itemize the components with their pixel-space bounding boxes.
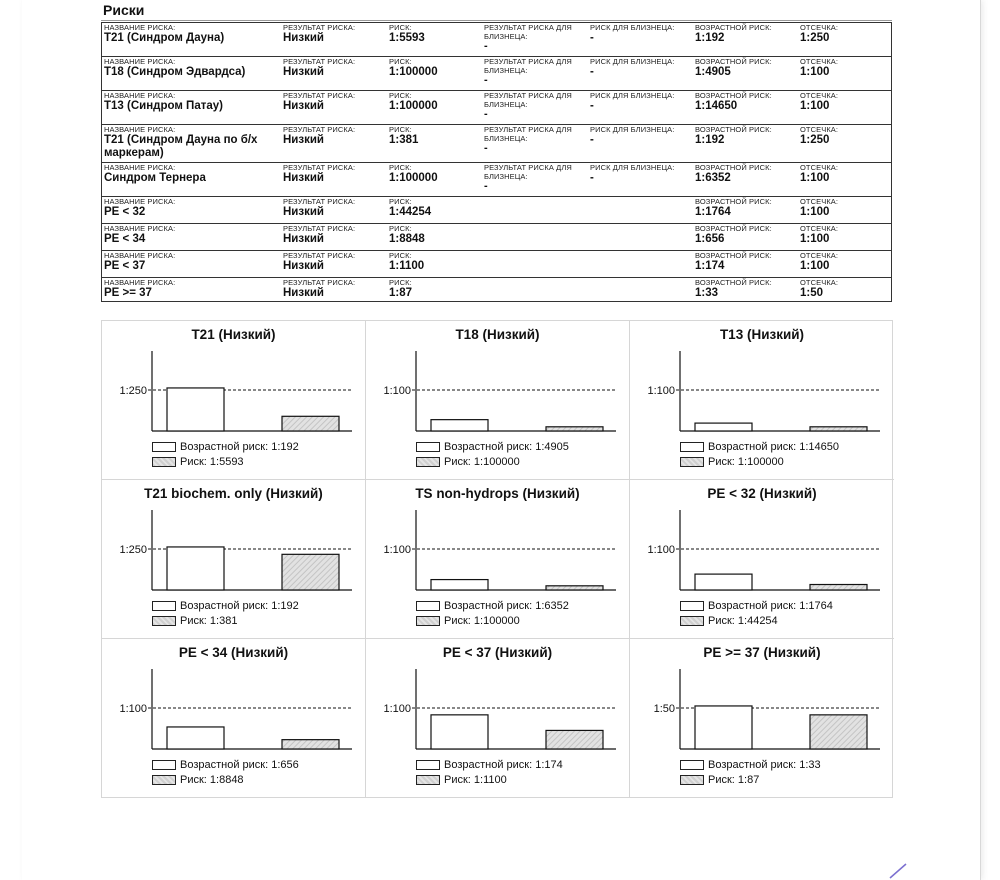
- cell-value: -: [590, 134, 594, 146]
- legend-label: Возрастной риск: 1:192: [180, 600, 299, 612]
- risk-chart: [366, 639, 630, 798]
- risk-bar: [810, 427, 867, 431]
- risk-row: [101, 22, 892, 56]
- cell-value: -: [484, 180, 488, 192]
- risk-bar: [282, 740, 339, 749]
- chart-title: T18 (Низкий): [455, 327, 540, 342]
- chart-plot: [366, 639, 630, 759]
- cell-value: 1:44254: [389, 206, 432, 218]
- risk-bar: [810, 585, 867, 590]
- risk-row: [101, 250, 892, 277]
- cell-value: 1:192: [695, 32, 725, 44]
- cell-value: T13 (Синдром Патау): [104, 100, 223, 112]
- chart-plot: [102, 639, 366, 759]
- risk-cell-result: [283, 23, 383, 45]
- cell-label: РИСК:: [389, 91, 412, 100]
- legend-risk: [680, 615, 778, 627]
- risk-cell-twin-result: [484, 91, 584, 119]
- risk-cell-name: [104, 224, 280, 246]
- cell-label: РЕЗУЛЬТАТ РИСКА ДЛЯ БЛИЗНЕЦА:: [484, 125, 572, 143]
- risk-cell-cutoff: [800, 251, 890, 273]
- legend-label: Возрастной риск: 1:656: [180, 759, 299, 771]
- cell-value: T21 (Синдром Дауна по б/х маркерам): [104, 134, 258, 159]
- cell-value: T18 (Синдром Эдвардса): [104, 66, 246, 78]
- chart-title: PE < 32 (Низкий): [707, 486, 817, 501]
- age-risk-bar: [431, 580, 488, 590]
- chart-title: PE < 37 (Низкий): [442, 645, 553, 660]
- risk-cell-cutoff: [800, 125, 890, 147]
- cell-label: ОТСЕЧКА:: [800, 23, 839, 32]
- cell-value: 1:87: [389, 287, 413, 299]
- legend-label: Риск: 1:5593: [180, 456, 244, 468]
- chart-plot: [102, 321, 366, 441]
- cell-value: 1:5593: [389, 32, 425, 44]
- risk-chart: [366, 480, 630, 639]
- cell-label: НАЗВАНИЕ РИСКА:: [104, 251, 176, 260]
- cell-label: ВОЗРАСТНОЙ РИСК:: [695, 91, 772, 100]
- cell-value: T21 (Синдром Дауна): [104, 32, 225, 44]
- legend-swatch-age: [416, 601, 440, 611]
- cell-value: Синдром Тернера: [104, 172, 206, 184]
- cutoff-label: 1:250: [119, 544, 147, 556]
- risk-cell-name: [104, 125, 280, 160]
- risk-cell-name: [104, 251, 280, 273]
- legend-swatch-risk: [152, 775, 176, 785]
- cell-label: ОТСЕЧКА:: [800, 163, 839, 172]
- cell-label: ВОЗРАСТНОЙ РИСК:: [695, 125, 772, 134]
- cell-value: 1:100: [800, 172, 830, 184]
- legend-swatch-age: [152, 760, 176, 770]
- risk-cell-cutoff: [800, 91, 890, 113]
- cell-label: РЕЗУЛЬТАТ РИСКА:: [283, 163, 356, 172]
- cell-value: PE >= 37: [104, 287, 152, 299]
- age-risk-bar: [167, 547, 224, 590]
- legend-swatch-age: [680, 442, 704, 452]
- risk-row: [101, 196, 892, 223]
- risk-cell-twin-risk: [590, 23, 690, 45]
- cell-value: PE < 32: [104, 206, 146, 218]
- cutoff-label: 1:100: [383, 544, 411, 556]
- risk-bar: [546, 427, 603, 431]
- risk-cell-name: [104, 91, 280, 113]
- risk-cell-risk: [389, 91, 479, 113]
- risk-bar: [282, 554, 339, 590]
- legend-label: Риск: 1:100000: [708, 456, 784, 468]
- legend-risk: [416, 456, 520, 468]
- risk-cell-name: [104, 57, 280, 79]
- risk-cell-cutoff: [800, 224, 890, 246]
- risk-row: [101, 277, 892, 302]
- cell-label: ОТСЕЧКА:: [800, 251, 839, 260]
- risk-chart: [102, 321, 366, 480]
- cell-label: РЕЗУЛЬТАТ РИСКА:: [283, 23, 356, 32]
- risk-cell-risk: [389, 224, 479, 246]
- cell-label: ОТСЕЧКА:: [800, 197, 839, 206]
- legend-risk: [680, 456, 784, 468]
- risk-chart: [630, 321, 894, 480]
- cell-value: 1:381: [389, 134, 419, 146]
- cell-label: ВОЗРАСТНОЙ РИСК:: [695, 197, 772, 206]
- legend-age-risk: [680, 600, 833, 612]
- risk-cell-twin-result: [484, 57, 584, 85]
- cell-label: ОТСЕЧКА:: [800, 91, 839, 100]
- risk-cell-age-risk: [695, 251, 795, 273]
- legend-swatch-risk: [152, 457, 176, 467]
- cell-label: НАЗВАНИЕ РИСКА:: [104, 91, 176, 100]
- risk-cell-twin-risk: [590, 163, 690, 185]
- cell-label: НАЗВАНИЕ РИСКА:: [104, 278, 176, 287]
- legend-swatch-risk: [416, 457, 440, 467]
- risk-cell-result: [283, 251, 383, 273]
- cell-label: РИСК ДЛЯ БЛИЗНЕЦА:: [590, 23, 675, 32]
- legend-swatch-age: [680, 601, 704, 611]
- cutoff-label: 1:100: [383, 385, 411, 397]
- risk-cell-risk: [389, 197, 479, 219]
- cell-label: РЕЗУЛЬТАТ РИСКА:: [283, 197, 356, 206]
- cell-label: ВОЗРАСТНОЙ РИСК:: [695, 278, 772, 287]
- cell-label: РЕЗУЛЬТАТ РИСКА ДЛЯ БЛИЗНЕЦА:: [484, 91, 572, 109]
- risk-bar: [282, 416, 339, 431]
- risk-row: [101, 223, 892, 250]
- cutoff-label: 1:100: [119, 703, 147, 715]
- cell-value: 1:192: [695, 134, 725, 146]
- cell-label: ВОЗРАСТНОЙ РИСК:: [695, 163, 772, 172]
- risk-cell-age-risk: [695, 57, 795, 79]
- legend-label: Риск: 1:100000: [444, 456, 520, 468]
- cell-label: ВОЗРАСТНОЙ РИСК:: [695, 23, 772, 32]
- legend-swatch-age: [152, 442, 176, 452]
- cell-value: 1:33: [695, 287, 719, 299]
- corner-arrow-icon: [888, 860, 908, 880]
- cell-value: Низкий: [283, 100, 324, 112]
- legend-swatch-risk: [416, 775, 440, 785]
- cell-value: -: [484, 108, 488, 120]
- chart-plot: [366, 321, 630, 441]
- charts-grid: [101, 320, 893, 798]
- risk-cell-result: [283, 224, 383, 246]
- cell-label: ОТСЕЧКА:: [800, 57, 839, 66]
- risk-cell-twin-result: [484, 125, 584, 153]
- risk-bar: [546, 586, 603, 590]
- risk-cell-cutoff: [800, 278, 890, 300]
- risk-cell-risk: [389, 57, 479, 79]
- legend-age-risk: [152, 600, 299, 612]
- cell-label: РЕЗУЛЬТАТ РИСКА ДЛЯ БЛИЗНЕЦА:: [484, 57, 572, 75]
- legend-risk: [416, 615, 520, 627]
- legend-risk: [152, 774, 244, 786]
- legend-swatch-risk: [152, 616, 176, 626]
- cell-value: Низкий: [283, 134, 324, 146]
- risk-cell-result: [283, 125, 383, 147]
- risk-cell-result: [283, 91, 383, 113]
- cell-label: РЕЗУЛЬТАТ РИСКА:: [283, 91, 356, 100]
- chart-title: PE < 34 (Низкий): [178, 645, 289, 660]
- cell-label: РИСК ДЛЯ БЛИЗНЕЦА:: [590, 91, 675, 100]
- cell-value: -: [484, 74, 488, 86]
- cell-value: PE < 34: [104, 233, 146, 245]
- cell-value: 1:14650: [695, 100, 738, 112]
- risk-cell-risk: [389, 125, 479, 147]
- legend-label: Риск: 1:87: [708, 774, 760, 786]
- legend-swatch-risk: [680, 457, 704, 467]
- risk-cell-result: [283, 163, 383, 185]
- risk-cell-age-risk: [695, 278, 795, 300]
- risk-chart: [630, 639, 894, 798]
- risk-cell-age-risk: [695, 91, 795, 113]
- legend-swatch-age: [152, 601, 176, 611]
- legend-label: Возрастной риск: 1:14650: [708, 441, 839, 453]
- risk-cell-cutoff: [800, 23, 890, 45]
- legend-label: Риск: 1:1100: [444, 774, 507, 786]
- cell-value: Низкий: [283, 32, 324, 44]
- cutoff-label: 1:250: [119, 385, 147, 397]
- cell-value: 1:100: [800, 260, 830, 272]
- cell-label: НАЗВАНИЕ РИСКА:: [104, 125, 176, 134]
- risk-row: [101, 124, 892, 162]
- cell-value: -: [484, 142, 488, 154]
- cell-value: 1:50: [800, 287, 824, 299]
- cell-label: РЕЗУЛЬТАТ РИСКА:: [283, 57, 356, 66]
- cell-label: НАЗВАНИЕ РИСКА:: [104, 224, 176, 233]
- legend-swatch-age: [680, 760, 704, 770]
- legend-age-risk: [416, 759, 563, 771]
- risk-cell-name: [104, 23, 280, 45]
- cell-value: -: [590, 66, 594, 78]
- cell-label: РЕЗУЛЬТАТ РИСКА:: [283, 125, 356, 134]
- chart-plot: [630, 639, 894, 759]
- risk-chart: [366, 321, 630, 480]
- legend-label: Риск: 1:100000: [444, 615, 520, 627]
- legend-label: Возрастной риск: 1:6352: [444, 600, 569, 612]
- legend-risk: [416, 774, 507, 786]
- cutoff-label: 1:50: [653, 703, 675, 715]
- risk-cell-age-risk: [695, 163, 795, 185]
- legend-swatch-risk: [680, 616, 704, 626]
- cell-value: -: [484, 40, 488, 52]
- cell-label: РЕЗУЛЬТАТ РИСКА:: [283, 278, 356, 287]
- chart-title: PE >= 37 (Низкий): [703, 645, 821, 660]
- legend-swatch-age: [416, 442, 440, 452]
- cell-label: ВОЗРАСТНОЙ РИСК:: [695, 57, 772, 66]
- cell-value: 1:8848: [389, 233, 425, 245]
- risk-cell-twin-risk: [590, 57, 690, 79]
- cell-label: ОТСЕЧКА:: [800, 125, 839, 134]
- risk-cell-cutoff: [800, 197, 890, 219]
- cell-value: 1:100000: [389, 172, 438, 184]
- cell-value: 1:100: [800, 233, 830, 245]
- risk-cell-risk: [389, 251, 479, 273]
- risk-cell-cutoff: [800, 57, 890, 79]
- cell-label: РИСК:: [389, 57, 412, 66]
- risk-cell-age-risk: [695, 23, 795, 45]
- cell-value: PE < 37: [104, 260, 146, 272]
- cell-value: Низкий: [283, 206, 324, 218]
- cell-value: 1:100: [800, 100, 830, 112]
- chart-title: T21 biochem. only (Низкий): [144, 486, 323, 501]
- chart-plot: [630, 480, 894, 600]
- cell-label: НАЗВАНИЕ РИСКА:: [104, 163, 176, 172]
- age-risk-bar: [695, 574, 752, 590]
- cell-label: ВОЗРАСТНОЙ РИСК:: [695, 251, 772, 260]
- legend-swatch-risk: [416, 616, 440, 626]
- chart-title: T13 (Низкий): [719, 327, 805, 342]
- age-risk-bar: [431, 420, 488, 431]
- cell-label: НАЗВАНИЕ РИСКА:: [104, 197, 176, 206]
- risk-cell-age-risk: [695, 224, 795, 246]
- legend-risk: [152, 615, 237, 627]
- legend-age-risk: [416, 600, 569, 612]
- cell-value: 1:100000: [389, 66, 438, 78]
- risk-cell-risk: [389, 163, 479, 185]
- chart-plot: [366, 480, 630, 600]
- legend-label: Возрастной риск: 1:4905: [444, 441, 569, 453]
- chart-title: T21 (Низкий): [191, 327, 276, 342]
- legend-label: Риск: 1:8848: [180, 774, 244, 786]
- legend-label: Риск: 1:44254: [708, 615, 778, 627]
- cell-label: ОТСЕЧКА:: [800, 278, 839, 287]
- cell-label: РИСК ДЛЯ БЛИЗНЕЦА:: [590, 57, 675, 66]
- cell-label: РИСК ДЛЯ БЛИЗНЕЦА:: [590, 163, 675, 172]
- risk-table: [101, 22, 892, 302]
- cell-label: РЕЗУЛЬТАТ РИСКА ДЛЯ БЛИЗНЕЦА:: [484, 163, 572, 181]
- age-risk-bar: [695, 706, 752, 749]
- legend-risk: [680, 774, 759, 786]
- risk-chart: [102, 639, 366, 798]
- legend-label: Риск: 1:381: [180, 615, 238, 627]
- risk-cell-cutoff: [800, 163, 890, 185]
- risk-cell-risk: [389, 278, 479, 300]
- legend-age-risk: [152, 441, 299, 453]
- chart-plot: [102, 480, 366, 600]
- risk-cell-name: [104, 197, 280, 219]
- age-risk-bar: [695, 423, 752, 431]
- legend-label: Возрастной риск: 1:33: [708, 759, 821, 771]
- cell-label: РИСК:: [389, 125, 412, 134]
- age-risk-bar: [431, 715, 488, 749]
- cell-value: Низкий: [283, 287, 324, 299]
- cell-value: Низкий: [283, 66, 324, 78]
- age-risk-bar: [167, 388, 224, 431]
- risk-cell-twin-risk: [590, 91, 690, 113]
- risk-cell-result: [283, 57, 383, 79]
- chart-plot: [630, 321, 894, 441]
- cell-value: 1:4905: [695, 66, 731, 78]
- cell-label: РИСК:: [389, 251, 412, 260]
- cell-value: 1:100: [800, 206, 830, 218]
- cell-value: 1:6352: [695, 172, 731, 184]
- cell-label: РИСК:: [389, 197, 412, 206]
- cell-value: Низкий: [283, 233, 324, 245]
- risk-row: [101, 90, 892, 124]
- cell-value: 1:1100: [389, 260, 425, 272]
- legend-swatch-risk: [680, 775, 704, 785]
- cell-label: РИСК:: [389, 23, 412, 32]
- legend-label: Возрастной риск: 1:174: [444, 759, 563, 771]
- cell-label: ВОЗРАСТНОЙ РИСК:: [695, 224, 772, 233]
- legend-label: Возрастной риск: 1:1764: [708, 600, 833, 612]
- legend-age-risk: [680, 441, 839, 453]
- cell-value: -: [590, 172, 594, 184]
- risk-cell-result: [283, 197, 383, 219]
- cutoff-label: 1:100: [383, 703, 411, 715]
- risk-chart: [102, 480, 366, 639]
- cell-label: РЕЗУЛЬТАТ РИСКА:: [283, 251, 356, 260]
- cell-label: ОТСЕЧКА:: [800, 224, 839, 233]
- cell-label: РИСК:: [389, 224, 412, 233]
- risk-cell-age-risk: [695, 197, 795, 219]
- cutoff-label: 1:100: [647, 544, 675, 556]
- title-divider: [101, 20, 892, 21]
- cell-label: РЕЗУЛЬТАТ РИСКА ДЛЯ БЛИЗНЕЦА:: [484, 23, 572, 41]
- cell-value: 1:250: [800, 134, 830, 146]
- risk-cell-age-risk: [695, 125, 795, 147]
- legend-label: Возрастной риск: 1:192: [180, 441, 299, 453]
- section-title: Риски: [103, 2, 145, 18]
- risk-chart: [630, 480, 894, 639]
- cell-value: -: [590, 100, 594, 112]
- cell-label: РИСК ДЛЯ БЛИЗНЕЦА:: [590, 125, 675, 134]
- cell-label: РИСК:: [389, 278, 412, 287]
- cell-value: 1:100000: [389, 100, 438, 112]
- chart-title: TS non-hydrops (Низкий): [415, 486, 580, 501]
- cutoff-label: 1:100: [647, 385, 675, 397]
- cell-value: Низкий: [283, 260, 324, 272]
- risk-row: [101, 56, 892, 90]
- cell-value: 1:656: [695, 233, 725, 245]
- legend-age-risk: [416, 441, 569, 453]
- legend-risk: [152, 456, 244, 468]
- cell-value: -: [590, 32, 594, 44]
- legend-age-risk: [152, 759, 299, 771]
- cell-value: 1:100: [800, 66, 830, 78]
- risk-row: [101, 162, 892, 196]
- risk-cell-twin-result: [484, 23, 584, 51]
- risk-cell-twin-risk: [590, 125, 690, 147]
- cell-value: 1:174: [695, 260, 725, 272]
- risk-bar: [810, 715, 867, 749]
- cell-value: Низкий: [283, 172, 324, 184]
- legend-age-risk: [680, 759, 821, 771]
- age-risk-bar: [167, 727, 224, 749]
- cell-label: РЕЗУЛЬТАТ РИСКА:: [283, 224, 356, 233]
- cell-label: НАЗВАНИЕ РИСКА:: [104, 57, 176, 66]
- risk-cell-name: [104, 163, 280, 185]
- cell-label: НАЗВАНИЕ РИСКА:: [104, 23, 176, 32]
- risk-cell-twin-result: [484, 163, 584, 191]
- cell-value: 1:250: [800, 32, 830, 44]
- cell-value: 1:1764: [695, 206, 731, 218]
- cell-label: РИСК:: [389, 163, 412, 172]
- legend-swatch-age: [416, 760, 440, 770]
- risk-cell-name: [104, 278, 280, 300]
- risk-bar: [546, 730, 603, 749]
- risk-cell-result: [283, 278, 383, 300]
- risk-cell-risk: [389, 23, 479, 45]
